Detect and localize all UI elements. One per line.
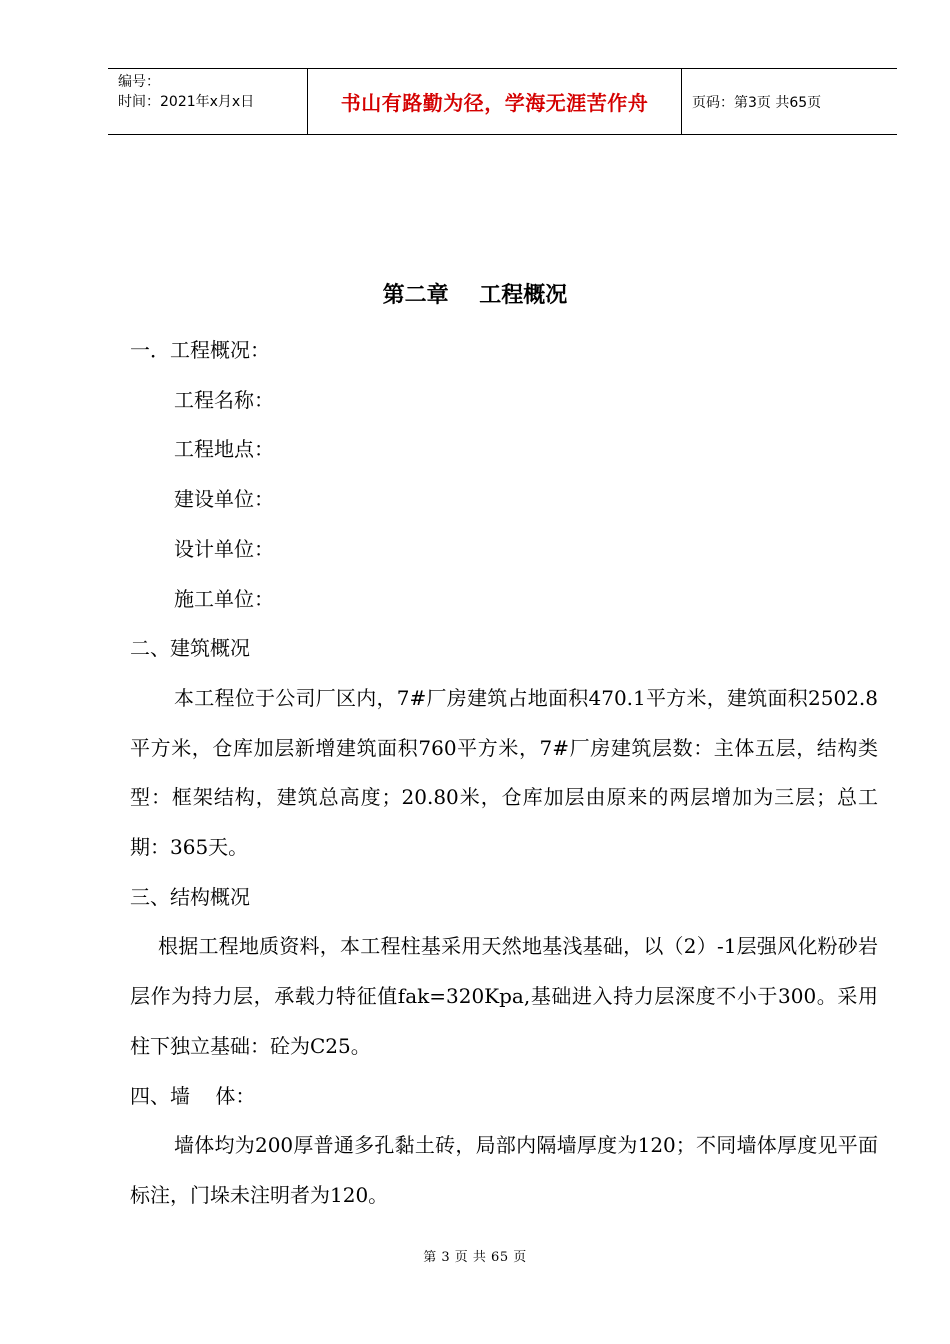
document-body	[130, 326, 878, 1221]
chapter-title: 第二章 工程概况	[382, 283, 568, 308]
page-footer: 第 3 页 共 65 页	[423, 1250, 527, 1265]
field-project-location: 工程地点：	[174, 437, 274, 462]
field-construction-unit: 建设单位：	[174, 487, 274, 512]
page-info: 页码：第3页 共65页	[692, 94, 822, 111]
field-design-unit: 设计单位：	[174, 536, 274, 561]
field-builder-unit: 施工单位：	[174, 586, 274, 611]
page-header	[108, 68, 897, 135]
section-paragraph: 墙体均为200厚普通多孔黏土砖，局部内隔墙厚度为120；不同墙体厚度见平面标注，门垛未注明者为120。	[130, 1133, 878, 1207]
section-paragraph: 本工程位于公司厂区内，7#厂房建筑占地面积470.1平方米，建筑面积2502.8平方米，仓库加层新增建筑面积760平方米，7#厂房建筑层数：主体五层，结构类型：框架结构，建筑总高度；20.80米，仓库加层由原来的两层增加为三层；总工期：365天。	[130, 685, 878, 860]
section-heading: 一．工程概况：	[130, 338, 270, 362]
section-heading: 四、墙 体：	[130, 1083, 256, 1108]
motto-text: 书山有路勤为径，学海无涯苦作舟	[340, 91, 649, 115]
section-paragraph: 根据工程地质资料，本工程柱基采用天然地基浅基础，以（2）-1层强风化粉砂岩层作为持力层，承载力特征值fak=320Kpa,基础进入持力层深度不小于300。采用柱下独立基础：砼为C25。	[130, 934, 878, 1058]
header-meta-cell	[108, 69, 308, 134]
section-heading: 二、建筑概况	[130, 636, 250, 661]
number-label: 编号：	[118, 74, 160, 90]
header-motto-cell	[308, 69, 682, 134]
time-label: 时间：2021年x月x日	[118, 94, 255, 110]
header-page-cell	[682, 69, 897, 134]
section-heading: 三、结构概况	[130, 884, 250, 909]
field-project-name: 工程名称：	[174, 387, 274, 412]
